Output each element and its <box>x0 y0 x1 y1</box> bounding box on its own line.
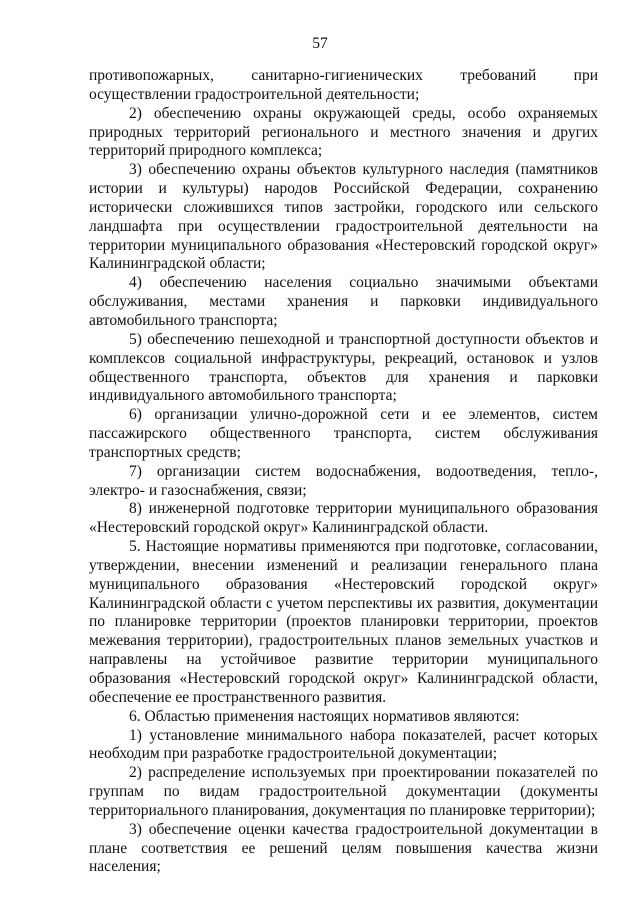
section-paragraph: 5. Настоящие нормативы применяются при подготовке, согласовании, утверждении, внесении изменений и реализации генерального плана муниципального образования «Нестеровский городской округ» Калининградской области с учетом перспективы их развития, документации по планировке территории (проектов планировки территории, проектов межевания территории), градостроительных планов земельных участков и направлены на устойчивое развитие территории муниципального образования «Нестеровский городской округ» Калининградской области, обеспечение ее пространственного развития. <box>89 538 598 706</box>
list-item: 2) обеспечению охраны окружающей среды, особо охраняемых природных территорий регионального и местного значения и других территорий природного комплекса; <box>89 104 598 160</box>
list-item: 3) обеспечению охраны объектов культурного наследия (памятников истории и культуры) народов Российской Федерации, сохранению исторически сложившихся типов застройки, городского или сельского ландшафта при осуществлении градостроительной деятельности на территории муниципального образования «Нестеровский городской округ» Калининградской области; <box>89 161 598 273</box>
list-item: 6) организации улично-дорожной сети и ее элементов, систем пассажирского общественного транспорта, систем обслуживания транспортных средств; <box>89 406 598 461</box>
section-paragraph: 6. Областью применения настоящих нормативов являются: <box>129 707 520 725</box>
document-body <box>89 67 598 877</box>
list-item: 7) организации систем водоснабжения, водоотведения, тепло-, электро- и газоснабжения, связи; <box>89 462 598 499</box>
list-item: 5) обеспечению пешеходной и транспортной доступности объектов и комплексов социальной инфраструктуры, рекреаций, остановок и узлов общественного транспорта, объектов для хранения и парковки индивидуального автомобильного транспорта; <box>89 330 598 405</box>
list-item: 2) распределение используемых при проектировании показателей по группам по видам градостроительной документации (документы территориального планирования, документация по планировке территории); <box>89 764 598 819</box>
list-item: 3) обеспечение оценки качества градостроительной документации в плане соответствия ее решений целям повышения качества жизни населения; <box>89 820 598 876</box>
list-item: 8) инженерной подготовке территории муниципального образования «Нестеровский городской округ» Калининградской области. <box>89 500 598 537</box>
list-item: 1) установление минимального набора показателей, расчет которых необходим при разработке градостроительной документации; <box>89 726 598 763</box>
list-item: 4) обеспечению населения социально значимыми объектами обслуживания, местами хранения и парковки индивидуального автомобильного транспорта; <box>89 274 598 329</box>
paragraph: противопожарных, санитарно-гигиенических требований при осуществлении градостроительной деятельности; <box>89 67 598 103</box>
page-number: 57 <box>312 35 328 52</box>
